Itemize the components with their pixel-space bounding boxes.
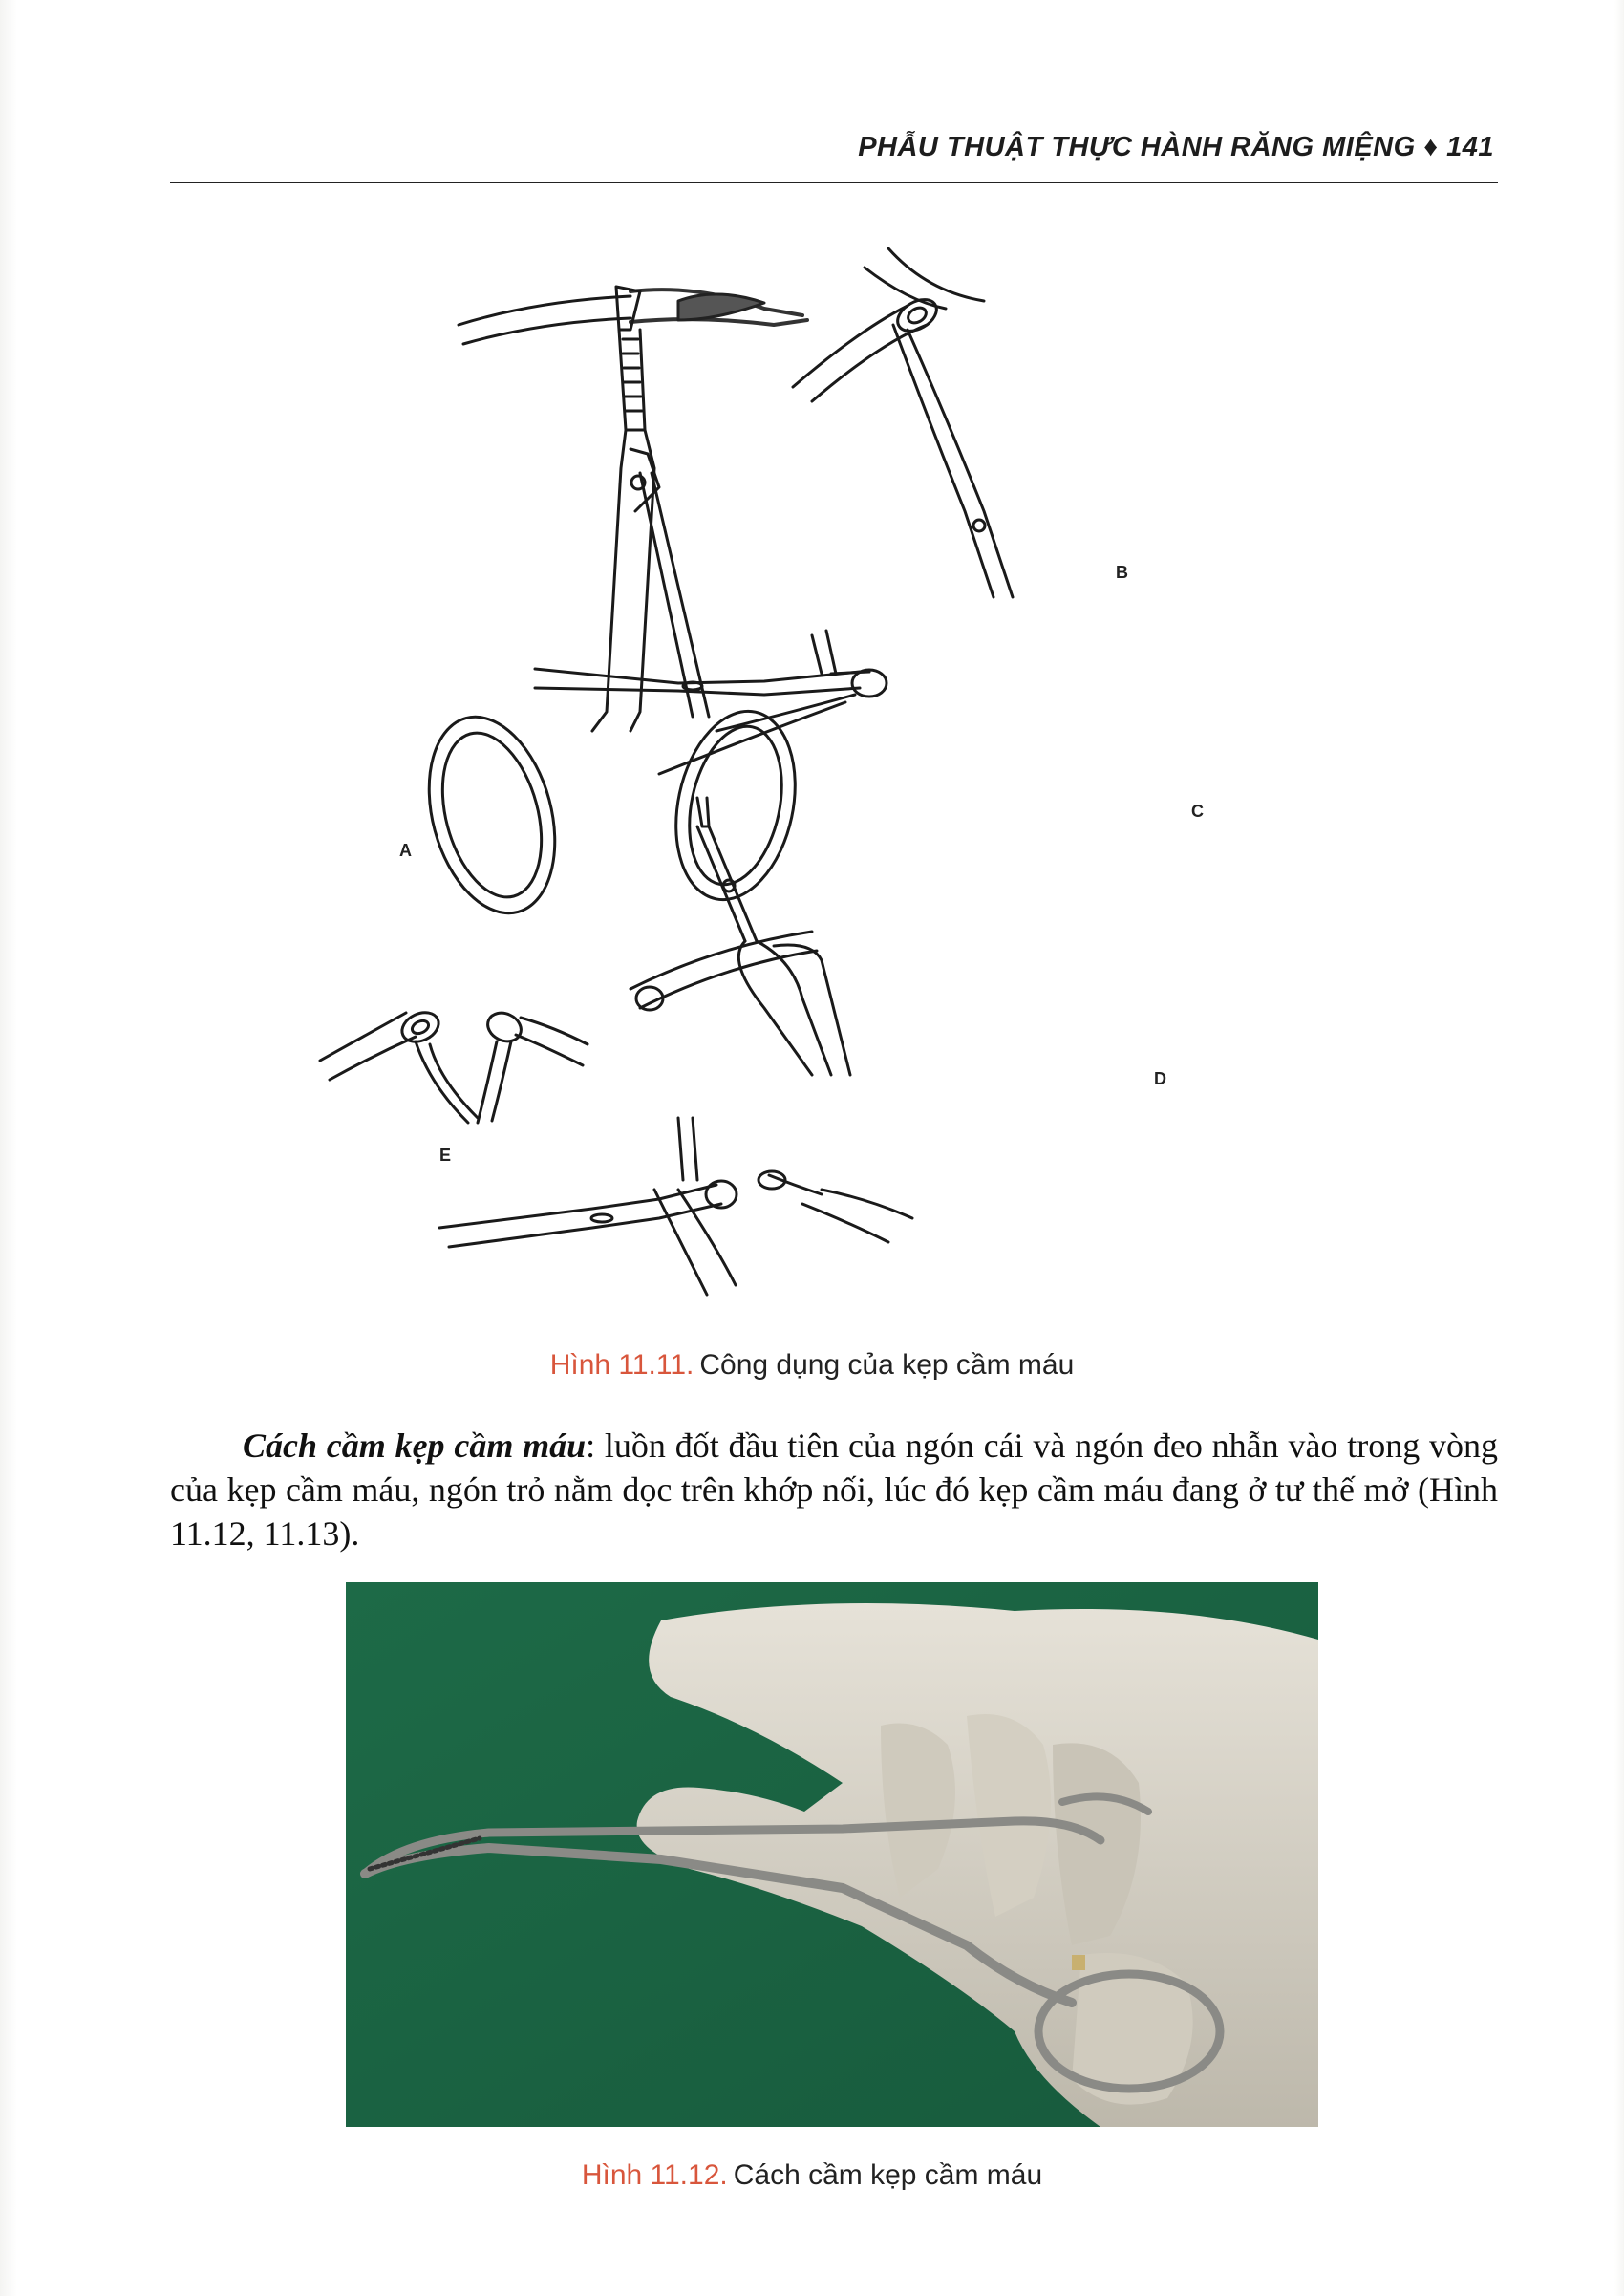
panel-label-b: B: [1116, 563, 1128, 582]
body-paragraph: [170, 1424, 1498, 1556]
separator-diamond-icon: ♦: [1423, 132, 1439, 162]
figure-11-12-caption: [143, 2159, 1481, 2192]
panel-e-vessels: [320, 1007, 588, 1123]
ligation-detail: [439, 1118, 912, 1295]
panel-d-hemostat: [630, 798, 850, 1075]
panel-a-hemostat: [409, 287, 812, 927]
running-head-text: [858, 132, 1494, 163]
page-number: 141: [1446, 132, 1494, 162]
caption-number: Hình 11.12.: [581, 2159, 728, 2191]
figure-11-11-caption: [143, 1349, 1481, 1382]
panel-label-d: D: [1154, 1069, 1166, 1088]
caption-number: Hình 11.11.: [549, 1349, 694, 1381]
panel-label-a: A: [399, 841, 412, 860]
paragraph-lead: Cách cầm kẹp cầm máu: [243, 1427, 587, 1465]
panel-label-e: E: [439, 1146, 452, 1165]
gloved-hand-holding-hemostat: [346, 1582, 1318, 2127]
panel-label-c: C: [1191, 802, 1204, 821]
panel-b-hemostat: [793, 248, 1013, 597]
figure-11-11-illustration: [315, 234, 1318, 1323]
caption-text: Công dụng của kẹp cầm máu: [699, 1349, 1075, 1381]
paragraph-body: : luồn đốt đầu tiên của ngón cái và ngón đeo nhẫn vào trong vòng của kẹp cầm máu, ngón trỏ nằm dọc trên khớp nối, lúc đó kẹp cầm máu đang ở tư thế mở (Hình 11.12, 11.13).: [170, 1427, 1498, 1553]
caption-text: Cách cầm kẹp cầm máu: [733, 2159, 1043, 2191]
book-title: PHẪU THUẬT THỰC HÀNH RĂNG MIỆNG: [858, 132, 1416, 162]
running-head: [170, 132, 1498, 183]
hemostat-usage-drawing: [315, 234, 1318, 1323]
panel-c-hemostat: [535, 631, 887, 774]
figure-11-12-photo: [346, 1582, 1318, 2127]
